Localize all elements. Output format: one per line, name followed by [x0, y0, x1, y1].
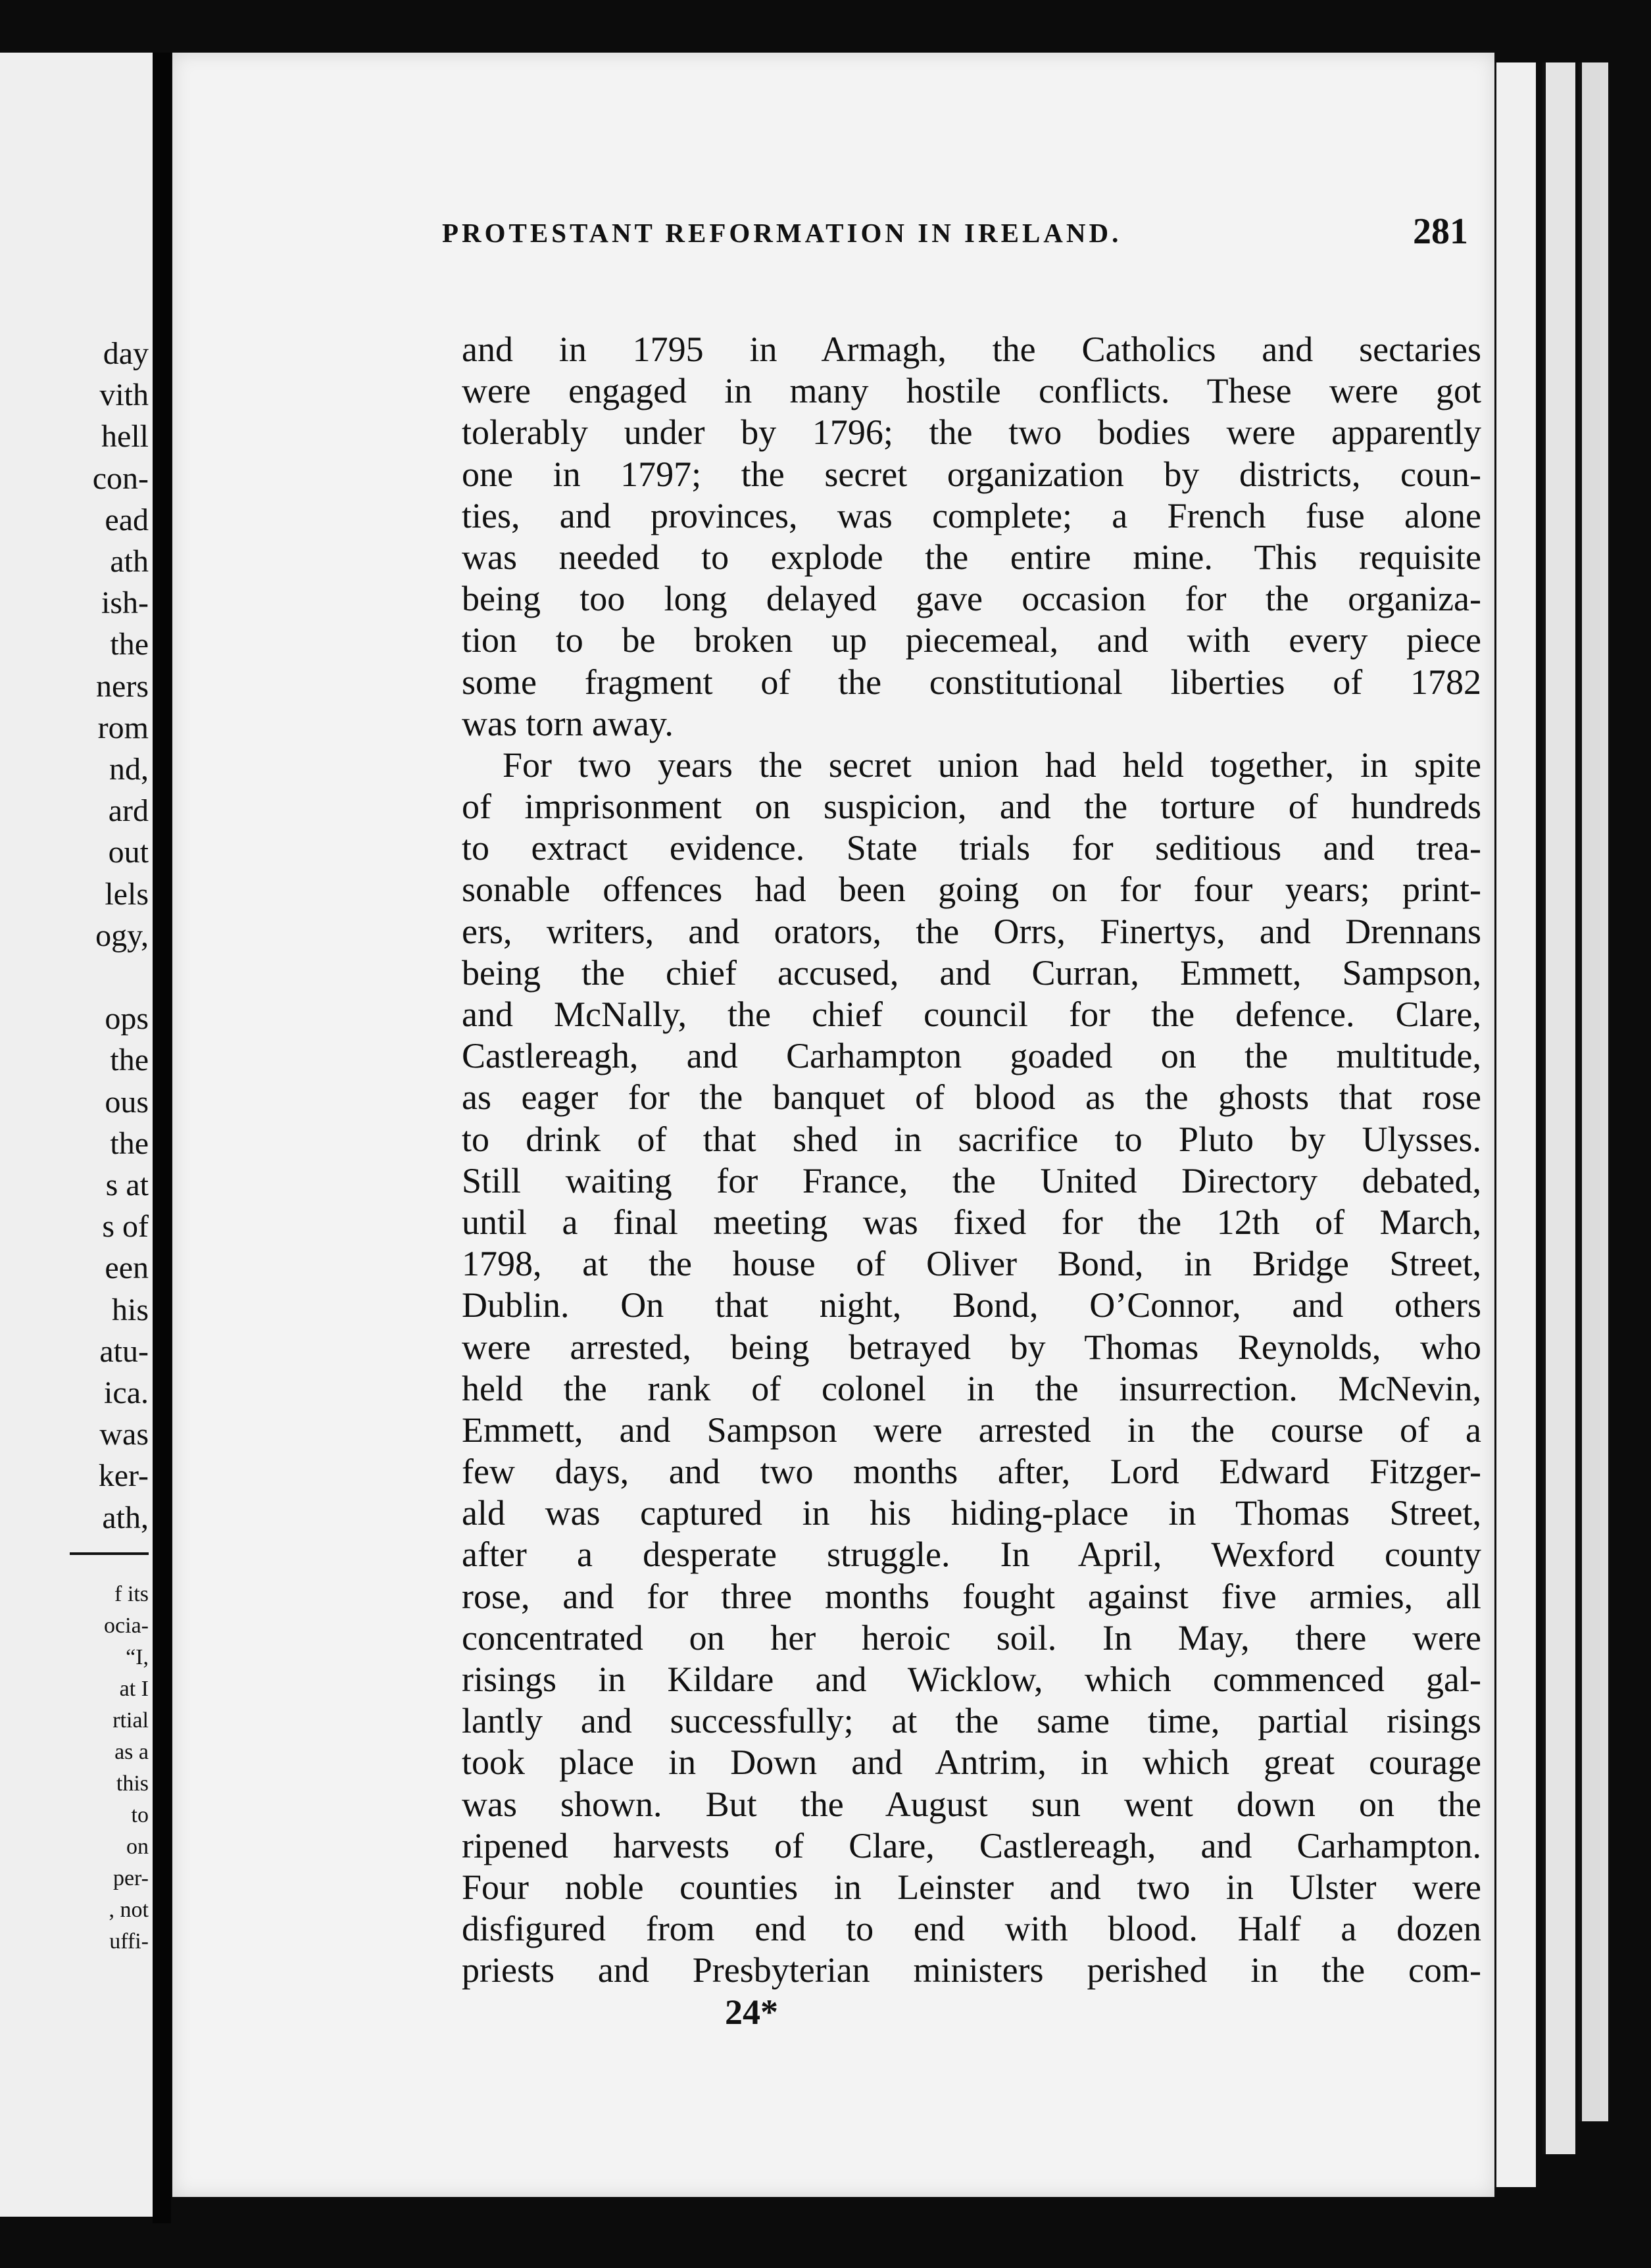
text-line: For two years the secret union had held together, in spite [503, 745, 1481, 785]
text-line: tion to be broken up piecemeal, and with every piece [462, 620, 1481, 660]
text-line: ripened harvests of Clare, Castlereagh, and Carhampton. [462, 1825, 1481, 1865]
text-line: rose, and for three months fought against five armies, all [462, 1576, 1481, 1616]
text-line: Emmett, and Sampson were arrested in the course of a [462, 1410, 1481, 1450]
text-line: held the rank of colonel in the insurrection. McNevin, [462, 1368, 1481, 1408]
signature-mark: 24* [725, 1992, 778, 2032]
text-line: being the chief accused, and Curran, Emmett, Sampson, [462, 952, 1481, 993]
facing-page-line: vith [99, 378, 149, 413]
facing-page-footnote-line: per- [112, 1866, 149, 1890]
text-line: after a desperate struggle. In April, Wexford county [462, 1535, 1481, 1575]
facing-page-line: ker- [98, 1458, 149, 1494]
text-line: were engaged in many hostile conflicts. These were got [462, 371, 1481, 411]
footnote-rule [70, 1552, 149, 1555]
running-head [442, 210, 1468, 263]
text-line: Four noble counties in Leinster and two in Ulster were [462, 1867, 1481, 1907]
text-line: was torn away. [462, 703, 674, 743]
facing-page-line: day [103, 336, 149, 371]
facing-page-line: his [111, 1292, 149, 1327]
facing-page-fragment [0, 53, 153, 2217]
text-line: sonable offences had been going on for four years; print- [462, 870, 1481, 910]
facing-page-line: ogy, [95, 918, 149, 953]
facing-page-line: out [108, 835, 149, 870]
text-line: being too long delayed gave occasion for the organiza- [462, 579, 1481, 619]
facing-page-line: ica. [104, 1375, 149, 1410]
facing-page-line: the [110, 1125, 149, 1161]
facing-page-footnote-line: “I, [126, 1645, 149, 1669]
facing-page-line: lels [105, 876, 149, 912]
running-title: PROTESTANT REFORMATION IN IRELAND. [442, 218, 1122, 248]
facing-page-line: ous [105, 1084, 149, 1120]
text-line: one in 1797; the secret organization by districts, coun- [462, 454, 1481, 494]
facing-page-footnote-line: , not [109, 1898, 149, 1922]
book-page [172, 53, 1494, 2197]
text-line: was needed to explode the entire mine. This requisite [462, 537, 1481, 577]
facing-page-line: rom [97, 710, 149, 745]
facing-page-line: ish- [101, 585, 149, 621]
facing-page-line: s at [105, 1168, 149, 1202]
text-line: took place in Down and Antrim, in which great courage [462, 1742, 1481, 1783]
text-line: of imprisonment on suspicion, and the torture of hundreds [462, 787, 1481, 827]
text-line: tolerably under by 1796; the two bodies were apparently [462, 412, 1481, 453]
text-line: and McNally, the chief council for the defence. Clare, [462, 995, 1481, 1034]
facing-page-line: hell [101, 419, 149, 455]
page-number: 281 [1413, 211, 1468, 252]
facing-page-line: ners [96, 668, 149, 704]
facing-page-line: ops [105, 1001, 149, 1037]
facing-page-line: atu- [99, 1333, 149, 1369]
facing-page-line: ead [105, 502, 149, 537]
facing-page-line: nd, [109, 752, 149, 787]
text-line: priests and Presbyterian ministers perished in the com- [462, 1950, 1481, 1990]
text-line: until a final meeting was fixed for the 12th of March, [462, 1202, 1481, 1242]
text-line: ers, writers, and orators, the Orrs, Finertys, and Drennans [462, 911, 1481, 951]
text-line: were arrested, being betrayed by Thomas Reynolds, who [462, 1327, 1481, 1367]
text-line: disfigured from end to end with blood. Half a dozen [462, 1909, 1481, 1949]
text-line: some fragment of the constitutional liberties of 1782 [462, 662, 1481, 702]
text-line: was shown. But the August sun went down on the [462, 1784, 1481, 1824]
facing-page-footnote-line: uffi- [109, 1929, 149, 1954]
facing-page-footnote-line: to [131, 1803, 149, 1827]
text-line: ald was captured in his hiding-place in Thomas Street, [462, 1493, 1481, 1533]
text-line: Still waiting for France, the United Directory debated, [462, 1160, 1481, 1200]
facing-page-footnote-line: ocia- [104, 1614, 149, 1638]
facing-page-footnote-line: on [126, 1835, 149, 1859]
text-line: to extract evidence. State trials for seditious and trea- [462, 828, 1481, 868]
text-line: 1798, at the house of Oliver Bond, in Bridge Street, [462, 1244, 1481, 1284]
text-line: lantly and successfully; at the same time, partial risings [462, 1701, 1481, 1741]
facing-page-line: een [105, 1250, 149, 1286]
page-edge [1493, 62, 1536, 2187]
text-line: concentrated on her heroic soil. In May, there were [462, 1617, 1481, 1658]
text-line: risings in Kildare and Wicklow, which commenced gal- [462, 1660, 1481, 1699]
text-line: few days, and two months after, Lord Edward Fitzger- [462, 1452, 1481, 1492]
facing-page-line: the [110, 627, 149, 662]
body-text [462, 329, 1481, 1992]
text-line: Castlereagh, and Carhampton goaded on the multitude, [462, 1036, 1481, 1076]
facing-page-line: con- [92, 460, 149, 496]
page-edge [1542, 62, 1575, 2154]
text-line: and in 1795 in Armagh, the Catholics and sectaries [462, 330, 1481, 369]
text-line: ties, and provinces, was complete; a French fuse alone [462, 495, 1481, 535]
facing-page-line: ard [108, 793, 149, 829]
book-gutter [153, 53, 171, 2223]
facing-page-line: ath, [102, 1500, 149, 1535]
facing-page-footnote-line: f its [114, 1582, 149, 1606]
text-line: as eager for the banquet of blood as the ghosts that rose [462, 1077, 1481, 1118]
facing-page-footnote-line: this [116, 1771, 149, 1796]
text-line: Dublin. On that night, Bond, O’Connor, and others [462, 1285, 1481, 1325]
facing-page-footnote-line: rtial [112, 1708, 149, 1733]
facing-page-line: s of [102, 1209, 149, 1245]
page-edge [1579, 62, 1608, 2121]
facing-page-footnote-line: as a [114, 1740, 149, 1764]
text-line: to drink of that shed in sacrifice to Pluto by Ulysses. [462, 1119, 1481, 1159]
facing-page-line: ath [110, 544, 149, 579]
facing-page-line: the [110, 1043, 149, 1078]
facing-page-footnote-line: at I [119, 1677, 149, 1701]
facing-page-line: was [99, 1417, 149, 1452]
